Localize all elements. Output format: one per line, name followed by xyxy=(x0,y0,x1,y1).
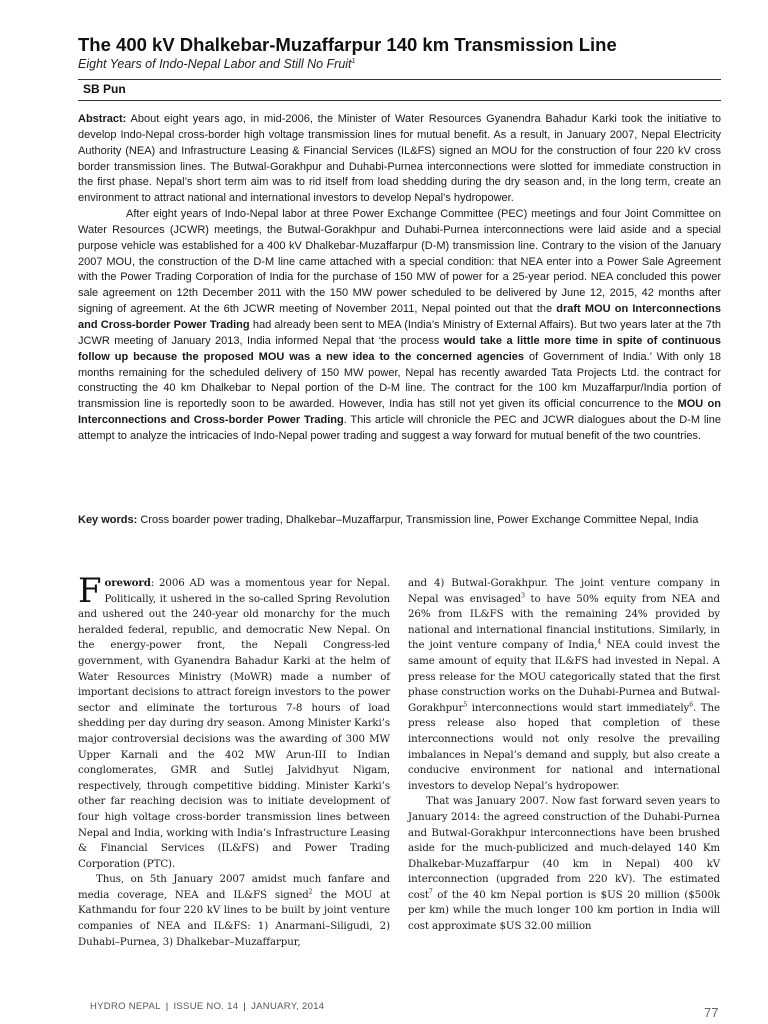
keywords-section xyxy=(78,513,721,529)
abstract-bold-quote: would take a little more time in spite of continuous follow up because the proposed MOU was a new idea to the concerned agencies xyxy=(78,334,721,363)
abstract-text-2e: of Government of India.’ With only 18 months remaining for the scheduled delivery of 150 MW power, Nepal has recently awarded Tata Projects Ltd. the contract for constructing the 40 km Dhalkebar to Nepal portion of the D-M line. The contract for the 100 km Muzaffarpur/India portion of transmission line is reportedly soon to be awarded. However, India has still not yet given its official concurrence to the xyxy=(78,350,721,411)
keywords-label: Key words: xyxy=(78,514,138,526)
subtitle-footnote-marker: 1 xyxy=(351,57,356,65)
footnote-marker-6: 6 xyxy=(689,701,693,709)
author-divider xyxy=(78,100,721,101)
author-name: SB Pun xyxy=(83,82,126,96)
body-text-rp1b: to have 50% equity from NEA and 26% from IL&FS with the remaining 24% provided by national and international financial institutions. Similarly, in the joint venture company of India, xyxy=(408,592,720,652)
subtitle-text: Eight Years of Indo-Nepal Labor and Still No Fruit xyxy=(78,57,352,71)
article-subtitle xyxy=(78,57,355,71)
body-text-lp2a: Thus, on 5th January 2007 amidst much fanfare and media coverage, NEA and IL&FS signed xyxy=(78,873,390,901)
footnote-marker-3: 3 xyxy=(521,592,525,600)
footnote-marker-2: 2 xyxy=(308,888,313,896)
abstract-text-1: About eight years ago, in mid-2006, the Minister of Water Resources Gyanendra Bahadur Karki took the initiative to develop Indo-Nepal cross-border high voltage transmission lines for mutual benefit. As a result, in January 2007, Nepal Electricity Authority (NEA) and Infrastructure Leasing & Financial Services (IL&FS) signed an MOU for the construction of four 220 kV cross border transmission lines. The Butwal-Gorakhpur and Duhabi-Purnea interconnections were slotted for immediate construction in the first phase. Nepal’s short term aim was to rid itself from load shedding during the dry season and, in the long term, create an environment to attract national and international investors to develop Nepal’s hydropower. xyxy=(78,113,722,205)
abstract-text-2c: had already been sent to MEA (India’s Ministry of External Affairs). But two years later at the 7th JCWR meeting of January 2013, India informed Nepal that ‘the process xyxy=(78,318,722,347)
abstract-text-2a: After eight years of Indo-Nepal labor at three Power Exchange Committee (PEC) meetings and four Joint Committee on Water Resources (JCWR) meetings, the Butwal-Gorakhpur and Duhabi-Purnea interconnections were laid aside and a special purpose vehicle was established for a 400 kV Dhalkebar-Muzaffarpur (D-M) transmission line. Contrary to the vision of the January 2007 MOU, the construction of the D-M line came attached with a special condition: that NEA enter into a Power Sale Agreement with the Power Trading Corporation of India for the purchase of 150 MW of power for a 25-year period. NEA concluded this power sale agreement on 12th December 2011 with the 150 MW power scheduled to be delivered by June 12, 2015, 42 months after signing of agreement. At the 6th JCWR meeting of November 2011, Nepal pointed out that the xyxy=(78,208,721,316)
abstract-text-2g: . This article will chronicle the PEC and JCWR dialogues about the D-M line attempt to analyze the intricacies of Indo-Nepal power trading and suggest a way forward for mutual benefit of the two countries. xyxy=(78,414,721,442)
abstract-paragraph-2 xyxy=(78,207,721,445)
footnote-marker-5: 5 xyxy=(463,701,468,709)
keywords-text: Cross boarder power trading, Dhalkebar–Muzaffarpur, Transmission line, Power Exchange Committee Nepal, India xyxy=(140,514,699,526)
foreword-label: oreword xyxy=(104,577,151,589)
abstract-bold-mou-2: MOU on Interconnections and Cross-border Power Trading xyxy=(78,398,721,427)
body-paragraph-right-2 xyxy=(408,794,720,934)
body-text-rp1e: . The press release also hoped that completion of these interconnections would not only resolve the prevailing imbalances in Nepal’s demand and supply, but also create a conducive environment for national and international investors to develop Nepal’s hydropower. xyxy=(408,701,720,792)
body-text-rp1a: and 4) Butwal-Gorakhpur. The joint venture company in Nepal was envisaged xyxy=(408,577,720,605)
body-column-left xyxy=(78,571,390,950)
title-divider xyxy=(78,79,721,80)
footnote-marker-7: 7 xyxy=(428,888,433,896)
body-paragraph-right-1 xyxy=(408,576,720,794)
body-text-rp1d: interconnections would start immediately xyxy=(467,701,690,714)
abstract-section xyxy=(78,112,721,445)
journal-name: HYDRO NEPAL xyxy=(90,1001,161,1012)
page-number: 77 xyxy=(704,1005,719,1020)
footnote-marker-4: 4 xyxy=(597,638,602,646)
issue-number: ISSUE NO. 14 xyxy=(173,1001,239,1012)
body-text-rp1c: NEA could invest the same amount of equity that IL&FS had invested in Nepal. A press release for the MOU categorically stated that the first phase construction works on the Duhabi-Purnea and Butwal-Gorakhpur xyxy=(408,639,720,714)
page-footer xyxy=(90,1001,324,1012)
body-text-lp2b: the MOU at Kathmandu for four 220 kV lines to be built by joint venture companies of NEA and IL&FS: 1) Anarmani–Siligudi, 2) Duhabi–Purnea, 3) Dhalkebar–Muzaffarpur, xyxy=(78,888,390,948)
body-column-right xyxy=(408,576,720,935)
article-title: The 400 kV Dhalkebar-Muzaffarpur 140 km Transmission Line xyxy=(78,34,617,55)
abstract-paragraph-1 xyxy=(78,112,721,207)
drop-cap: F xyxy=(78,571,102,611)
abstract-label: Abstract: xyxy=(78,113,127,125)
foreword-text: : 2006 AD was a momentous year for Nepal. Politically, it ushered in the so-called Spring Revolution and ushered out the 240-year old monarchy for the much heralded federal, republic, and democratic New Nepal. On the energy-power front, the Nepali Congress-led government, with Gyanendra Bahadur Karki at the helm of Water Resources Ministry (MoWR) made a number of important decisions to attract foreign investors to the power sector and eliminate the torturous 7-8 hours of load shedding per day during dry season. Among Minister Karki’s major controversial decisions was the awarding of 300 MW Upper Karnali and the 402 MW Arun-III to Indian conglomerates, GMR and Sutlej Jalvidhyut Nigam, respectively, through competitive bidding. Minister Karki’s other far reaching decision was to initiate development of four high voltage cross-border transmission lines between Nepal and India, working with India’s Infrastructure Leasing & Financial Services (IL&FS) and Power Trading Corporation (PTC). xyxy=(78,577,390,870)
foreword-paragraph xyxy=(78,571,390,872)
body-text-rp2a: That was January 2007. Now fast forward seven years to January 2014: the agreed construction of the Duhabi-Purnea and Butwal-Gorakhpur interconnections have been brushed aside for the much-publicized and much-delayed 140 Km Dhalkebar-Muzaffarpur (40 km in Nepal) 400 kV interconnection (upgraded from 220 kV). The estimated cost xyxy=(408,795,720,901)
footer-separator: | xyxy=(243,1001,247,1012)
body-paragraph-left-2 xyxy=(78,872,390,950)
footer-separator: | xyxy=(165,1001,169,1012)
abstract-bold-mou: draft MOU on Interconnections and Cross-border Power Trading xyxy=(78,303,722,331)
body-text-rp2b: of the 40 km Nepal portion is $US 20 million ($500k per km) while the much longer 100 km portion in India will cost approximate $US 32.00 million xyxy=(408,888,720,933)
issue-date: JANUARY, 2014 xyxy=(251,1001,325,1012)
